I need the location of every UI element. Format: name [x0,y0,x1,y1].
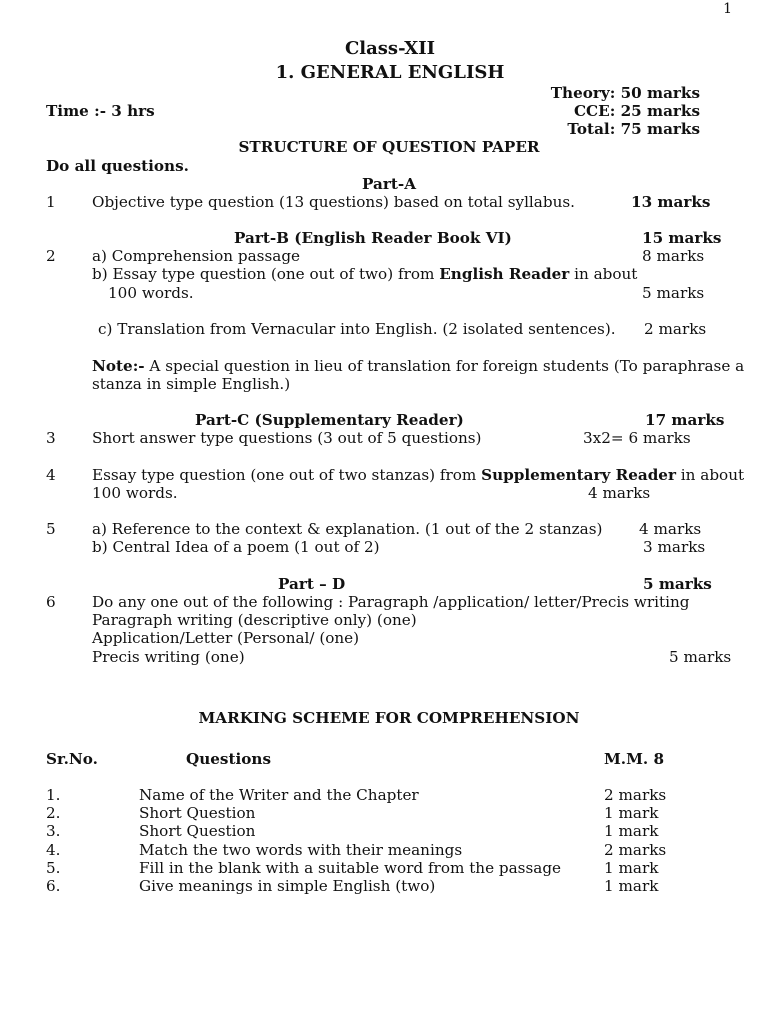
q4-number: 4 [46,466,56,484]
q6-line-1: Do any one out of the following : Paragraph /application/ letter/Precis writing [92,593,690,611]
note-line-2: stanza in simple English.) [92,375,291,393]
q2-number: 2 [46,247,56,265]
row-number: 1. [46,786,61,804]
q2a-marks: 8 marks [642,247,705,265]
english-reader-label: English Reader [439,265,570,283]
col-header-questions: Questions [186,750,271,768]
q2b-text: b) Essay type question (one out of two) from English Reader in about [92,265,638,283]
time-allowed: Time :- 3 hrs [46,102,155,120]
part-c-marks: 17 marks [645,411,725,429]
q4-text-cont: 100 words. [92,484,178,502]
q1-marks: 13 marks [631,193,711,211]
part-d-marks: 5 marks [643,575,712,593]
q4-marks: 4 marks [588,484,651,502]
q6-marks: 5 marks [669,648,732,666]
row-question: Short Question [139,822,256,840]
q5b-marks: 3 marks [643,538,706,556]
q6-line-2: Paragraph writing (descriptive only) (one) [92,611,417,629]
note-line-1: Note:- A special question in lieu of translation for foreign students (To paraphrase a [92,357,745,375]
supplementary-reader-label: Supplementary Reader [481,466,676,484]
q2a-text: a) Comprehension passage [92,247,301,265]
col-header-mm: M.M. 8 [604,750,665,768]
row-marks: 1 mark [604,804,659,822]
q4-text: Essay type question (one out of two stanzas) from Supplementary Reader in about [92,466,745,484]
row-question: Name of the Writer and the Chapter [139,786,419,804]
page-number: 1 [723,1,732,17]
structure-title: STRUCTURE OF QUESTION PAPER [238,138,540,156]
row-question: Give meanings in simple English (two) [139,877,436,895]
row-marks: 1 mark [604,877,659,895]
part-b-marks: 15 marks [642,229,722,247]
q1-number: 1 [46,193,56,211]
cce-marks: CCE: 25 marks [573,102,700,120]
q6-number: 6 [46,593,56,611]
row-marks: 2 marks [604,786,667,804]
row-question: Fill in the blank with a suitable word from the passage [139,859,562,877]
q2c-marks: 2 marks [644,320,707,338]
q5b-text: b) Central Idea of a poem (1 out of 2) [92,538,380,556]
row-marks: 1 mark [604,822,659,840]
part-a-heading: Part-A [362,175,416,193]
q6-line-3: Application/Letter (Personal/ (one) [92,629,360,647]
q2c-text: c) Translation from Vernacular into English. (2 isolated sentences). [98,320,616,338]
part-b-heading: Part-B (English Reader Book VI) [234,229,512,247]
q5a-text: a) Reference to the context & explanation. (1 out of the 2 stanzas) [92,520,603,538]
q1-text: Objective type question (13 questions) based on total syllabus. [92,193,575,211]
row-number: 2. [46,804,61,822]
q2b-text-cont: 100 words. [108,284,194,302]
q3-marks: 3x2= 6 marks [583,429,691,447]
col-header-srno: Sr.No. [46,750,98,768]
q3-text: Short answer type questions (3 out of 5 questions) [92,429,482,447]
row-marks: 2 marks [604,841,667,859]
q5-number: 5 [46,520,56,538]
row-number: 6. [46,877,61,895]
q5a-marks: 4 marks [639,520,702,538]
instruction: Do all questions. [46,157,189,175]
theory-marks: Theory: 50 marks [550,84,700,102]
class-title: Class-XII [344,38,436,59]
note-label: Note:- [92,357,145,375]
row-question: Match the two words with their meanings [139,841,463,859]
part-d-heading: Part – D [278,575,346,593]
row-number: 5. [46,859,61,877]
part-c-heading: Part-C (Supplementary Reader) [195,411,464,429]
subject-title: 1. GENERAL ENGLISH [275,62,505,83]
total-marks: Total: 75 marks [567,120,700,138]
marking-scheme-title: MARKING SCHEME FOR COMPREHENSION [198,709,580,727]
row-number: 4. [46,841,61,859]
row-question: Short Question [139,804,256,822]
q2b-marks: 5 marks [642,284,705,302]
q6-line-4: Precis writing (one) [92,648,245,666]
row-number: 3. [46,822,61,840]
q3-number: 3 [46,429,56,447]
row-marks: 1 mark [604,859,659,877]
